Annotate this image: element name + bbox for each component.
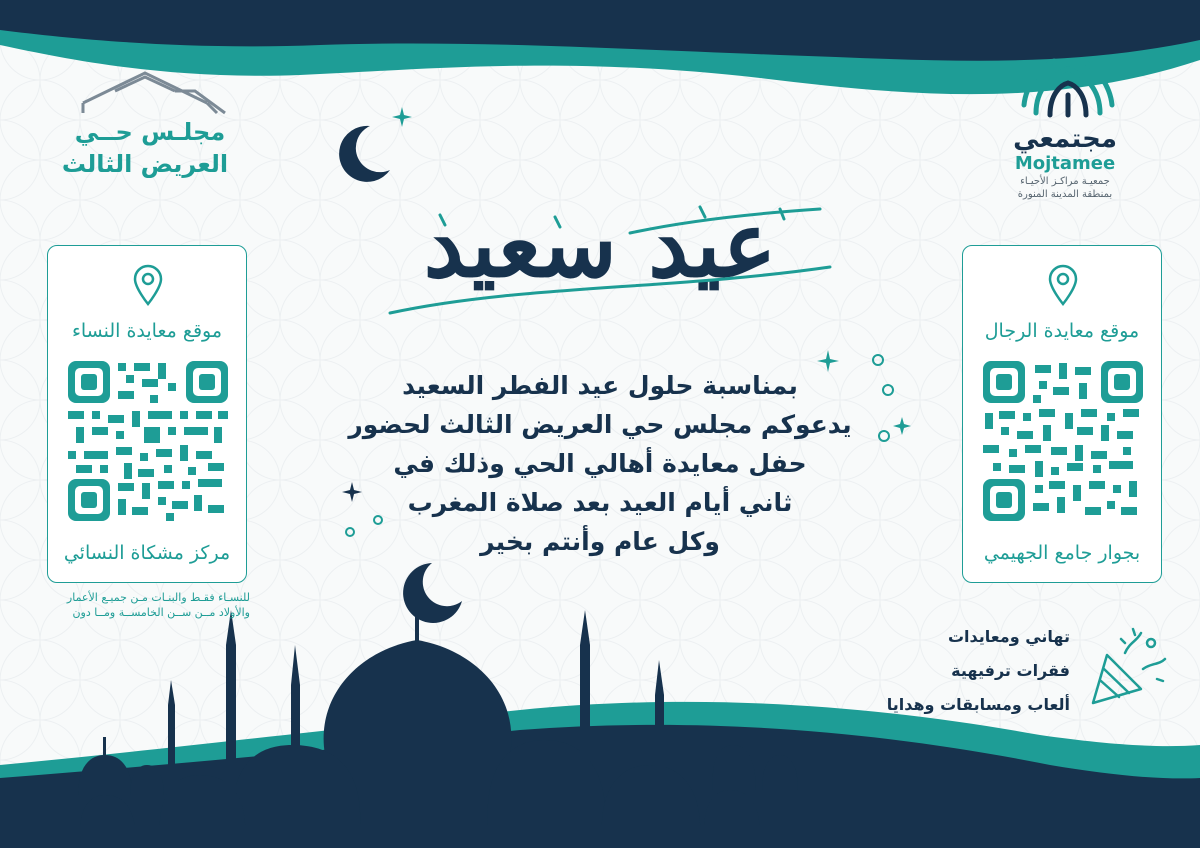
men-card-title: موقع معايدة الرجال — [984, 320, 1140, 342]
invitation-text — [330, 366, 870, 561]
features-list — [820, 620, 1070, 722]
invitation-line: ثاني أيام العيد بعد صلاة المغرب — [407, 488, 793, 517]
council-line2: العريض الثالث — [61, 150, 229, 178]
invitation-line: حفل معايدة أهالي الحي وذلك في — [393, 449, 807, 478]
men-location-card — [962, 245, 1162, 583]
location-pin-icon — [1047, 264, 1079, 306]
council-line1: مجلـس حــي — [74, 118, 226, 146]
invitation-line: يدعوكم مجلس حي العريض الثالث لحضور — [348, 410, 852, 439]
council-roof-icon — [75, 65, 235, 125]
sparkle-icon — [390, 105, 414, 129]
men-card-place: بجوار جامع الجهيمي — [983, 542, 1141, 564]
invitation-line: بمناسبة حلول عيد الفطر السعيد — [402, 371, 798, 400]
mojtamee-logo-icon — [1020, 55, 1116, 125]
feature-item: ألعاب ومسابقات وهدايا — [886, 695, 1070, 714]
qr-code[interactable] — [983, 361, 1143, 521]
headline: عيد سعيد — [423, 192, 777, 298]
women-card-place: مركز مشكاة النسائي — [63, 542, 231, 564]
logo-name-en: Mojtamee — [1014, 153, 1116, 174]
feature-item: تهاني ومعايدات — [947, 627, 1070, 646]
women-note-line1: للنسـاء فقـط والبنـات مـن جميـع الأعمار — [66, 591, 250, 604]
women-card-title: موقع معايدة النساء — [71, 320, 223, 342]
crescent-icon — [403, 563, 462, 623]
logo-name-ar: مجتمعي — [1013, 124, 1117, 154]
women-note-line2: والأولاد مــن ســن الخامســة ومــا دون — [72, 606, 250, 619]
logo-tagline1: جمعيـة مراكـز الأحيـاء — [1020, 176, 1110, 187]
invitation-line: وكل عام وأنتم بخير — [480, 527, 720, 556]
mojtamee-logo — [990, 125, 1140, 201]
qr-code[interactable] — [68, 361, 228, 521]
small-mosque-right — [705, 720, 815, 790]
feature-item: فقرات ترفيهية — [951, 661, 1070, 680]
women-note — [20, 590, 250, 620]
logo-tagline2: بمنطقة المدينة المنورة — [1017, 189, 1113, 200]
location-pin-icon — [132, 264, 164, 306]
headline-flourish — [370, 195, 850, 335]
women-location-card — [47, 245, 247, 583]
small-mosque-left — [65, 725, 175, 795]
party-popper-icon — [1085, 625, 1170, 710]
